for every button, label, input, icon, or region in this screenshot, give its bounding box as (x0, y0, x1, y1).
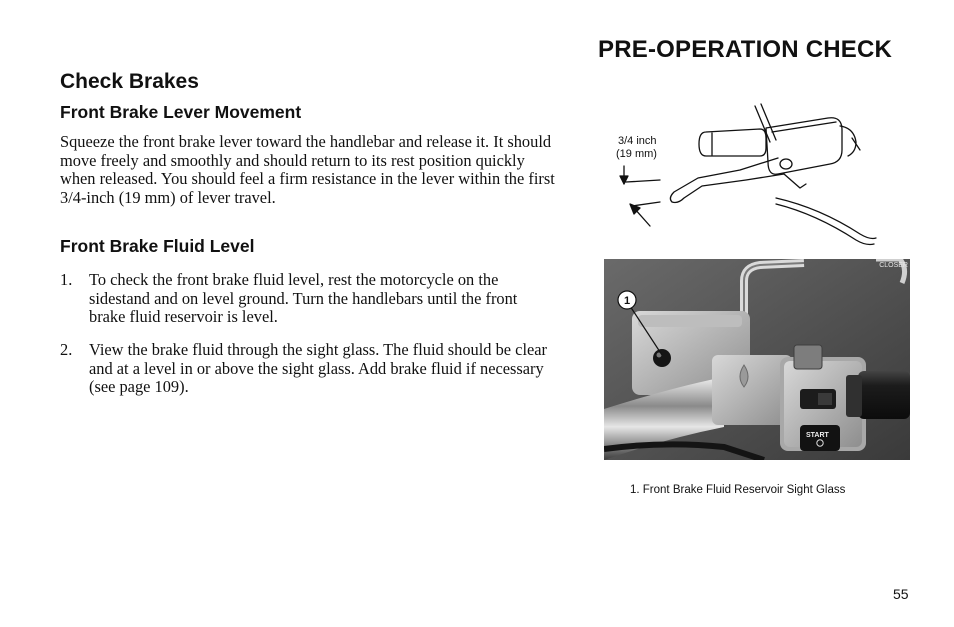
lever-movement-paragraph: Squeeze the front brake lever toward the handlebar and release it. It should move freely and smoothly and should return to its rest position quickly when released. You should feel a firm resistance in the lever within the first 3/4-inch (19 mm) of lever travel. (60, 132, 555, 207)
step-number: 2. (60, 340, 73, 359)
brake-lever-diagram (600, 98, 910, 258)
reservoir-photo (604, 259, 910, 460)
photo-caption: 1. Front Brake Fluid Reservoir Sight Glass (630, 484, 846, 496)
step-text: View the brake fluid through the sight glass. The fluid should be clear and at a level in or above the sight glass. Add brake fluid if necessary (see page 109). (89, 340, 548, 396)
step-text: To check the front brake fluid level, rest the motorcycle on the sidestand and on level ground. Turn the handlebars until the front brake fluid reservoir is level. (89, 270, 518, 326)
page-number: 55 (893, 586, 909, 602)
callout-number: 1 (623, 295, 631, 307)
list-item (60, 271, 550, 331)
start-switch-label: START (806, 432, 829, 439)
photo-corner-text: CLOSER (879, 262, 908, 269)
lever-movement-heading: Front Brake Lever Movement (60, 102, 302, 122)
section-title: Check Brakes (60, 70, 199, 93)
page-title: PRE-OPERATION CHECK (598, 36, 893, 63)
list-item (60, 341, 550, 401)
step-number: 1. (60, 270, 73, 289)
travel-label-mm: (19 mm) (616, 148, 657, 160)
travel-label-inch: 3/4 inch (618, 135, 657, 147)
fluid-level-heading: Front Brake Fluid Level (60, 236, 255, 256)
